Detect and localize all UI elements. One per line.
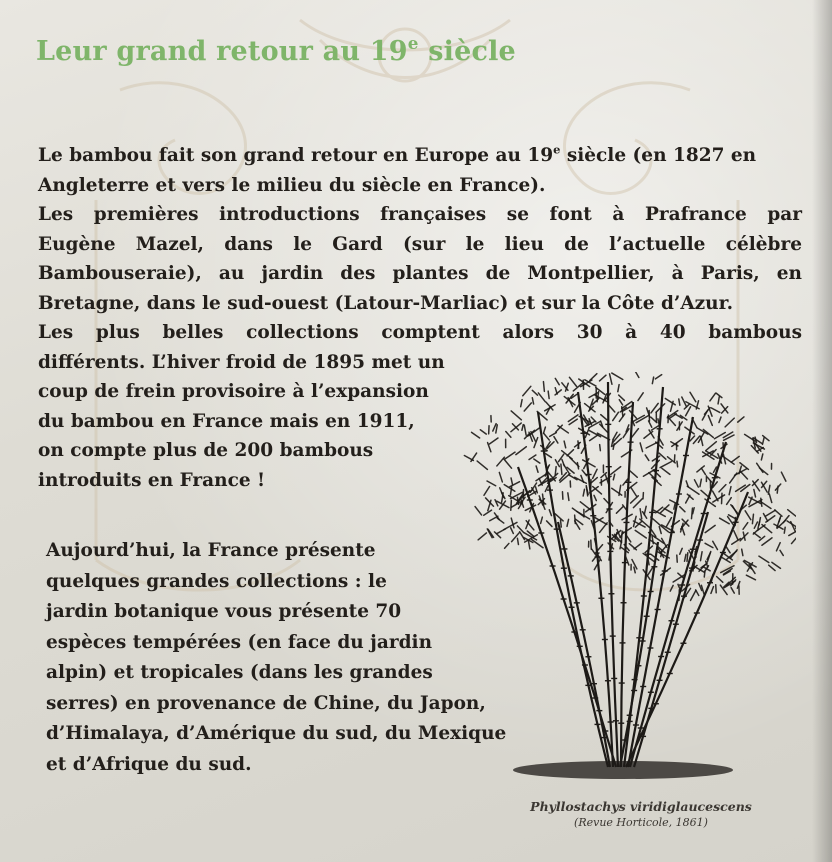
bamboo-leaf <box>582 470 586 476</box>
bamboo-leaf <box>524 403 531 411</box>
bamboo-leaf <box>484 487 490 496</box>
bamboo-leaf <box>659 527 661 534</box>
bamboo-leaf <box>629 470 637 477</box>
text-fragment: Le bambou fait son grand retour en Europe au 19 <box>38 145 554 166</box>
bamboo-leaf <box>690 436 694 441</box>
bamboo-leaf <box>685 554 686 561</box>
bamboo-leaf <box>655 375 661 379</box>
bamboo-leaf <box>649 421 652 427</box>
bamboo-leaf <box>769 565 775 570</box>
bamboo-leaf <box>745 511 751 520</box>
text-line: Eugène Mazel, dans le Gard (sur le lieu de l’actuelle célèbre <box>38 233 802 255</box>
bamboo-leaf <box>729 487 731 495</box>
bamboo-leaf <box>667 518 672 527</box>
bamboo-leaf <box>700 479 701 486</box>
bamboo-leaf <box>600 523 608 533</box>
bamboo-leaf <box>720 518 730 524</box>
bamboo-leaf <box>547 521 552 527</box>
bamboo-leaf <box>792 537 796 544</box>
text-line: Les plus belles collections comptent alors 30 à 40 bambous <box>38 322 802 343</box>
bamboo-leaf <box>487 481 496 486</box>
text-line: Bretagne, dans le sud-ouest (Latour-Marliac) et sur la Côte d’Azur. <box>38 292 734 314</box>
bamboo-leaf <box>780 550 783 555</box>
bamboo-leaf <box>652 377 653 384</box>
bamboo-illustration <box>458 372 796 786</box>
bamboo-leaf <box>686 495 690 503</box>
bamboo-leaf <box>532 390 537 395</box>
bamboo-leaf <box>640 443 642 452</box>
bamboo-leaf <box>762 538 772 545</box>
bamboo-leaf <box>561 464 562 474</box>
bamboo-leaf <box>522 425 523 431</box>
bamboo-leaf <box>586 504 596 511</box>
bamboo-leaf <box>505 452 515 459</box>
bamboo-leaf <box>506 431 511 437</box>
bamboo-leaf <box>621 531 622 541</box>
bamboo-leaf <box>762 438 764 445</box>
bamboo-leaf <box>616 507 622 513</box>
bamboo-leaf <box>738 417 744 422</box>
text-line: introduits en France ! <box>38 469 266 491</box>
bamboo-leaf <box>754 489 756 496</box>
text-line <box>38 141 802 171</box>
bamboo-leaf <box>718 397 719 404</box>
bamboo-leaf <box>711 574 713 581</box>
bamboo-leaf <box>594 495 596 500</box>
caption-source: (Revue Horticole, 1861) <box>574 816 708 829</box>
bamboo-leaf <box>702 410 707 420</box>
bamboo-leaf <box>534 459 540 463</box>
bamboo-leaf <box>593 469 597 478</box>
bamboo-leaf <box>511 518 514 528</box>
bamboo-leaf <box>472 432 480 438</box>
bamboo-leaf <box>496 425 497 433</box>
bamboo-leaf <box>758 522 760 529</box>
bamboo-leaf <box>609 553 610 560</box>
title-text: Leur grand retour au 19 <box>36 36 408 67</box>
text-fragment: siècle (en 1827 en <box>560 145 757 166</box>
bamboo-culm <box>630 442 726 767</box>
bamboo-leaf <box>757 463 763 472</box>
bamboo-leaf <box>631 429 638 438</box>
bamboo-leaf <box>613 444 614 450</box>
bamboo-leaf <box>731 505 737 513</box>
bamboo-leaf <box>536 466 538 472</box>
bamboo-leaf <box>687 553 688 562</box>
bamboo-leaf <box>635 530 646 538</box>
bamboo-leaf <box>646 442 657 448</box>
bamboo-leaf <box>706 442 716 451</box>
bamboo-leaf <box>611 467 621 475</box>
bamboo-leaf <box>524 425 526 435</box>
bamboo-leaf <box>664 508 672 513</box>
bamboo-leaf <box>677 461 678 467</box>
title-text-end: siècle <box>418 36 516 67</box>
bamboo-leaf <box>752 514 753 523</box>
bamboo-leaf <box>629 544 636 550</box>
bamboo-leaf <box>475 507 481 515</box>
bamboo-leaf <box>619 400 622 405</box>
bamboo-leaf <box>568 493 569 501</box>
text-line: jardin botanique vous présente 70 <box>46 601 402 622</box>
superscript: e <box>553 142 561 157</box>
bamboo-leaf <box>613 474 614 480</box>
bamboo-leaf <box>543 382 544 392</box>
bamboo-leaf <box>517 526 523 533</box>
illustration-caption <box>506 798 776 831</box>
bamboo-leaf <box>504 459 512 468</box>
bamboo-leaf <box>670 585 673 591</box>
bamboo-leaf <box>742 549 743 555</box>
bamboo-leaf <box>538 393 545 402</box>
bamboo-leaf <box>528 541 529 549</box>
bamboo-leaf <box>541 517 543 523</box>
bamboo-leaf <box>694 480 698 487</box>
bamboo-leaf <box>701 468 705 474</box>
bamboo-leaf <box>600 424 608 433</box>
bamboo-leaf <box>600 445 601 451</box>
bamboo-leaf <box>517 538 518 544</box>
bamboo-leaf <box>766 510 776 516</box>
bamboo-leaf <box>727 498 732 505</box>
bamboo-leaf <box>561 520 562 527</box>
text-line: et d’Afrique du sud. <box>46 753 252 775</box>
bamboo-leaf <box>601 415 608 421</box>
panel-title <box>36 33 516 67</box>
bamboo-leaf <box>499 472 502 482</box>
bamboo-leaf <box>705 543 713 547</box>
bamboo-leaf <box>719 485 726 492</box>
bamboo-leaf <box>704 571 705 577</box>
bamboo-leaf <box>723 454 725 464</box>
bamboo-leaf <box>701 552 703 561</box>
bamboo-leaf <box>477 461 487 469</box>
bamboo-leaf <box>550 433 557 437</box>
bamboo-leaf <box>711 408 720 413</box>
bamboo-leaf <box>727 551 737 559</box>
text-line: serres) en provenance de Chine, du Japon, <box>46 692 486 714</box>
bamboo-leaf <box>478 533 486 540</box>
bamboo-leaf <box>489 438 498 444</box>
bamboo-leaf <box>631 488 636 496</box>
bamboo-culm <box>634 512 708 767</box>
bamboo-leaf <box>680 548 682 554</box>
bamboo-leaf <box>776 543 780 551</box>
bamboo-leaf <box>731 456 739 462</box>
bamboo-leaf <box>743 523 748 530</box>
bamboo-leaf <box>691 590 696 600</box>
bamboo-leaf <box>532 398 533 404</box>
text-line: Les premières introductions françaises se font à Prafrance par <box>38 204 802 225</box>
bamboo-leaf <box>545 453 551 457</box>
text-line: quelques grandes collections : le <box>46 570 387 592</box>
bamboo-leaf <box>753 529 758 534</box>
bamboo-leaf <box>511 411 521 420</box>
bamboo-leaf <box>555 378 559 384</box>
caption-species: Phyllostachys viridiglaucescens <box>530 799 752 814</box>
ground-shadow <box>513 761 733 779</box>
bamboo-leaf <box>682 527 685 535</box>
bamboo-leaf <box>732 539 741 545</box>
bamboo-leaf <box>775 510 782 516</box>
bamboo-leaf <box>710 393 716 401</box>
bamboo-leaf <box>713 541 718 549</box>
bamboo-leaf <box>558 426 568 433</box>
bamboo-leaf <box>784 527 785 533</box>
bamboo-leaf <box>725 418 734 427</box>
bamboo-leaf <box>577 463 578 469</box>
bamboo-leaf <box>569 377 576 386</box>
bamboo-leaf <box>769 494 771 502</box>
bamboo-leaf <box>652 477 661 485</box>
bamboo-leaf <box>511 500 512 510</box>
bamboo-leaf <box>772 562 781 568</box>
bamboo-leaf <box>612 373 623 379</box>
bamboo-leaf <box>779 517 781 522</box>
bamboo-leaf <box>516 447 526 455</box>
bamboo-leaf <box>644 506 646 514</box>
bamboo-leaf <box>703 567 710 571</box>
bamboo-leaf <box>662 468 670 474</box>
bamboo-leaf <box>686 407 691 416</box>
bamboo-leaf <box>746 575 755 580</box>
bamboo-leaf <box>707 477 711 482</box>
bamboo-leaf <box>480 430 486 434</box>
bamboo-leaf <box>590 435 598 441</box>
text-line: Bambouseraie), au jardin des plantes de Montpellier, à Paris, en <box>38 263 802 284</box>
bamboo-culm <box>628 417 693 767</box>
bamboo-leaf <box>600 375 606 381</box>
bamboo-leaf <box>734 531 738 540</box>
bamboo-leaf <box>687 486 699 494</box>
text-line: du bambou en France mais en 1911, <box>38 410 415 432</box>
bamboo-culm <box>558 522 610 767</box>
bamboo-leaf <box>609 405 615 412</box>
text-line: coup de frein provisoire à l’expansion <box>38 381 429 402</box>
bamboo-leaf <box>680 507 685 512</box>
bamboo-leaf <box>705 525 715 532</box>
bamboo-leaf <box>532 540 543 548</box>
bamboo-leaf <box>546 407 550 415</box>
bamboo-leaf <box>578 441 579 448</box>
bamboo-leaf <box>717 576 723 582</box>
bamboo-leaf <box>711 587 714 594</box>
bamboo-leaf <box>505 543 509 548</box>
text-line: alpin) et tropicales (dans les grandes <box>46 662 433 683</box>
bamboo-leaf <box>759 556 769 562</box>
bamboo-leaf <box>548 391 549 398</box>
bamboo-leaf <box>590 374 597 381</box>
bamboo-leaf <box>660 462 671 468</box>
bamboo-leaf <box>511 478 513 485</box>
bamboo-leaf <box>634 567 635 573</box>
bamboo-leaf <box>634 372 639 377</box>
bamboo-leaf <box>544 427 546 433</box>
bamboo-leaf <box>555 514 563 521</box>
text-line: d’Himalaya, d’Amérique du sud, du Mexique <box>46 723 507 744</box>
bamboo-leaf <box>549 510 551 516</box>
text-line: Aujourd’hui, la France présente <box>46 540 376 561</box>
bamboo-leaf <box>703 429 713 437</box>
bamboo-leaf <box>583 489 584 496</box>
bamboo-leaf <box>638 393 643 401</box>
bamboo-leaf <box>731 588 734 593</box>
bamboo-leaf <box>544 433 550 440</box>
bamboo-leaf <box>640 509 642 519</box>
bamboo-leaf <box>511 528 514 534</box>
bamboo-leaf <box>761 454 762 460</box>
bamboo-leaf <box>567 519 569 526</box>
bamboo-leaf <box>754 522 757 528</box>
text-line: espèces tempérées (en face du jardin <box>46 631 433 653</box>
bamboo-leaf <box>708 416 712 426</box>
bamboo-leaf <box>464 455 473 460</box>
bamboo-leaf <box>613 412 619 420</box>
bamboo-leaf <box>781 472 785 481</box>
bamboo-leaf <box>567 450 573 456</box>
bamboo-leaf <box>645 455 649 460</box>
bamboo-leaf <box>564 441 566 448</box>
bamboo-leaf <box>610 374 612 384</box>
bamboo-leaf <box>523 386 531 395</box>
bamboo-leaf <box>679 399 680 405</box>
bamboo-leaf <box>521 400 522 407</box>
bamboo-leaf <box>497 529 506 534</box>
text-line: Angleterre et vers le milieu du siècle en France). <box>38 174 546 196</box>
bamboo-leaf <box>690 392 696 401</box>
bamboo-leaf <box>719 417 721 422</box>
bamboo-leaf <box>631 496 639 503</box>
bamboo-leaf <box>768 485 770 494</box>
text-line: différents. L’hiver froid de 1895 met un <box>38 351 445 373</box>
title-superscript: e <box>407 33 419 54</box>
bamboo-leaf <box>618 385 619 392</box>
bamboo-leaf <box>725 546 730 553</box>
text-line: on compte plus de 200 bambous <box>38 440 374 461</box>
